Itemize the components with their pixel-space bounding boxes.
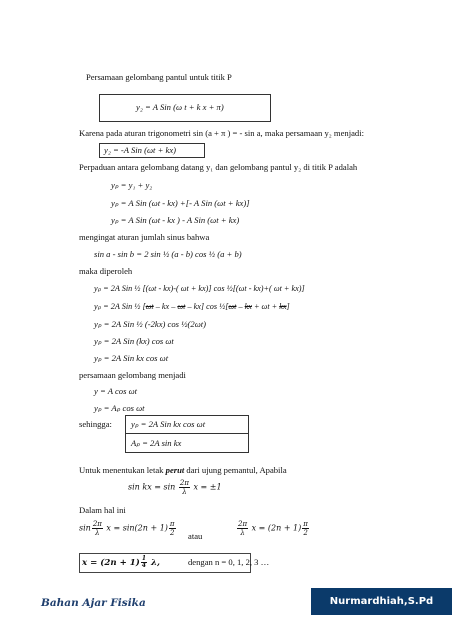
persamaan-text: persamaan gelombang menjadi xyxy=(79,370,186,380)
sinus-rule: sin a - sin b = 2 sin ½ (a - b) cos ½ (a + b) xyxy=(94,249,242,259)
y-equation: y = A cos ωt xyxy=(94,386,138,396)
footer-author: Nurmardhiah,S.Pd xyxy=(311,588,452,615)
result-divider xyxy=(126,433,248,434)
equation-box-main xyxy=(99,94,271,122)
derived-line-3: yₚ = 2A Sin ½ (-2kx) cos ½(2ωt) xyxy=(94,319,207,329)
yp-line-1: yₚ = y₁ + y₂ xyxy=(111,180,153,190)
final-condition: dengan n = 0, 1, 2, 3 … xyxy=(188,557,270,567)
derived-line-1: yₚ = 2A Sin ½ [(ωt - kx)-( ωt + kx)] cos ½[(ωt - kx)+( ωt + kx)] xyxy=(94,284,305,293)
dalam-text: Dalam hal ini xyxy=(79,505,126,515)
equation-y2: y₂ = -A Sin (ωt + kx) xyxy=(104,145,177,155)
derived-line-5: yₚ = 2A Sin kx cos ωt xyxy=(94,353,169,363)
final-box xyxy=(79,553,270,573)
final-equation: x = (2n + 1) $\frac{1}{4}$ λ, xyxy=(82,555,161,569)
derived-line-4: yₚ = 2A Sin (kx) cos ωt xyxy=(94,336,174,346)
yp-line-3: yₚ = A Sin (ωt - kx ) - A Sin (ωt + kx) xyxy=(111,215,240,225)
intro-text: Persamaan gelombang pantul untuk titik P xyxy=(86,72,232,82)
sehingga-text: sehingga: xyxy=(79,419,112,429)
karena-text: Karena pada aturan trigonometri sin (a + π ) = - sin a, maka persamaan y₂ menjadi: xyxy=(79,128,365,138)
result-box xyxy=(125,415,249,453)
derived-line-2: yₚ = 2A Sin ½ [ωt – kx – ωt – kx] cos ½[ωt – kx + ωt + kx] xyxy=(94,302,290,311)
equation-box-y2 xyxy=(99,143,205,158)
equation-main: y₂ = A Sin (ω t + k x + π) xyxy=(136,102,224,112)
maka-text: maka diperoleh xyxy=(79,266,133,276)
mengingat-text: mengingat aturan jumlah sinus bahwa xyxy=(79,232,210,242)
right-equation: $\frac{2\pi}{\lambda}$ x = (2n + 1) $\frac{\pi}{2}$ xyxy=(238,520,308,537)
footer-title: Bahan Ajar Fisika xyxy=(41,597,146,609)
yp-line-2: yₚ = A Sin (ωt - kx) +[- A Sin (ωt + kx)] xyxy=(111,198,250,208)
result-yp: yₚ = 2A Sin kx cos ωt xyxy=(131,419,206,429)
result-ap: Aₚ = 2A sin kx xyxy=(131,438,182,448)
middle-equation: sin $\frac{2\pi}{\lambda}$ x = sin(2n + 1) $\frac{\pi}{2}$ xyxy=(79,520,175,537)
atau-text: atau xyxy=(188,531,203,541)
untuk-text: Untuk menentukan letak perut dari ujung pemantul, Apabila xyxy=(79,465,287,475)
yp-equation: yₚ = Aₚ cos ωt xyxy=(94,403,145,413)
perpaduan-text: Perpaduan antara gelombang datang y₁ dan gelombang pantul y₂ di titik P adalah xyxy=(79,162,358,172)
sinkx-equation: sin kx = sin $\frac{2\pi}{\lambda}$ x = ±1 xyxy=(128,479,222,496)
